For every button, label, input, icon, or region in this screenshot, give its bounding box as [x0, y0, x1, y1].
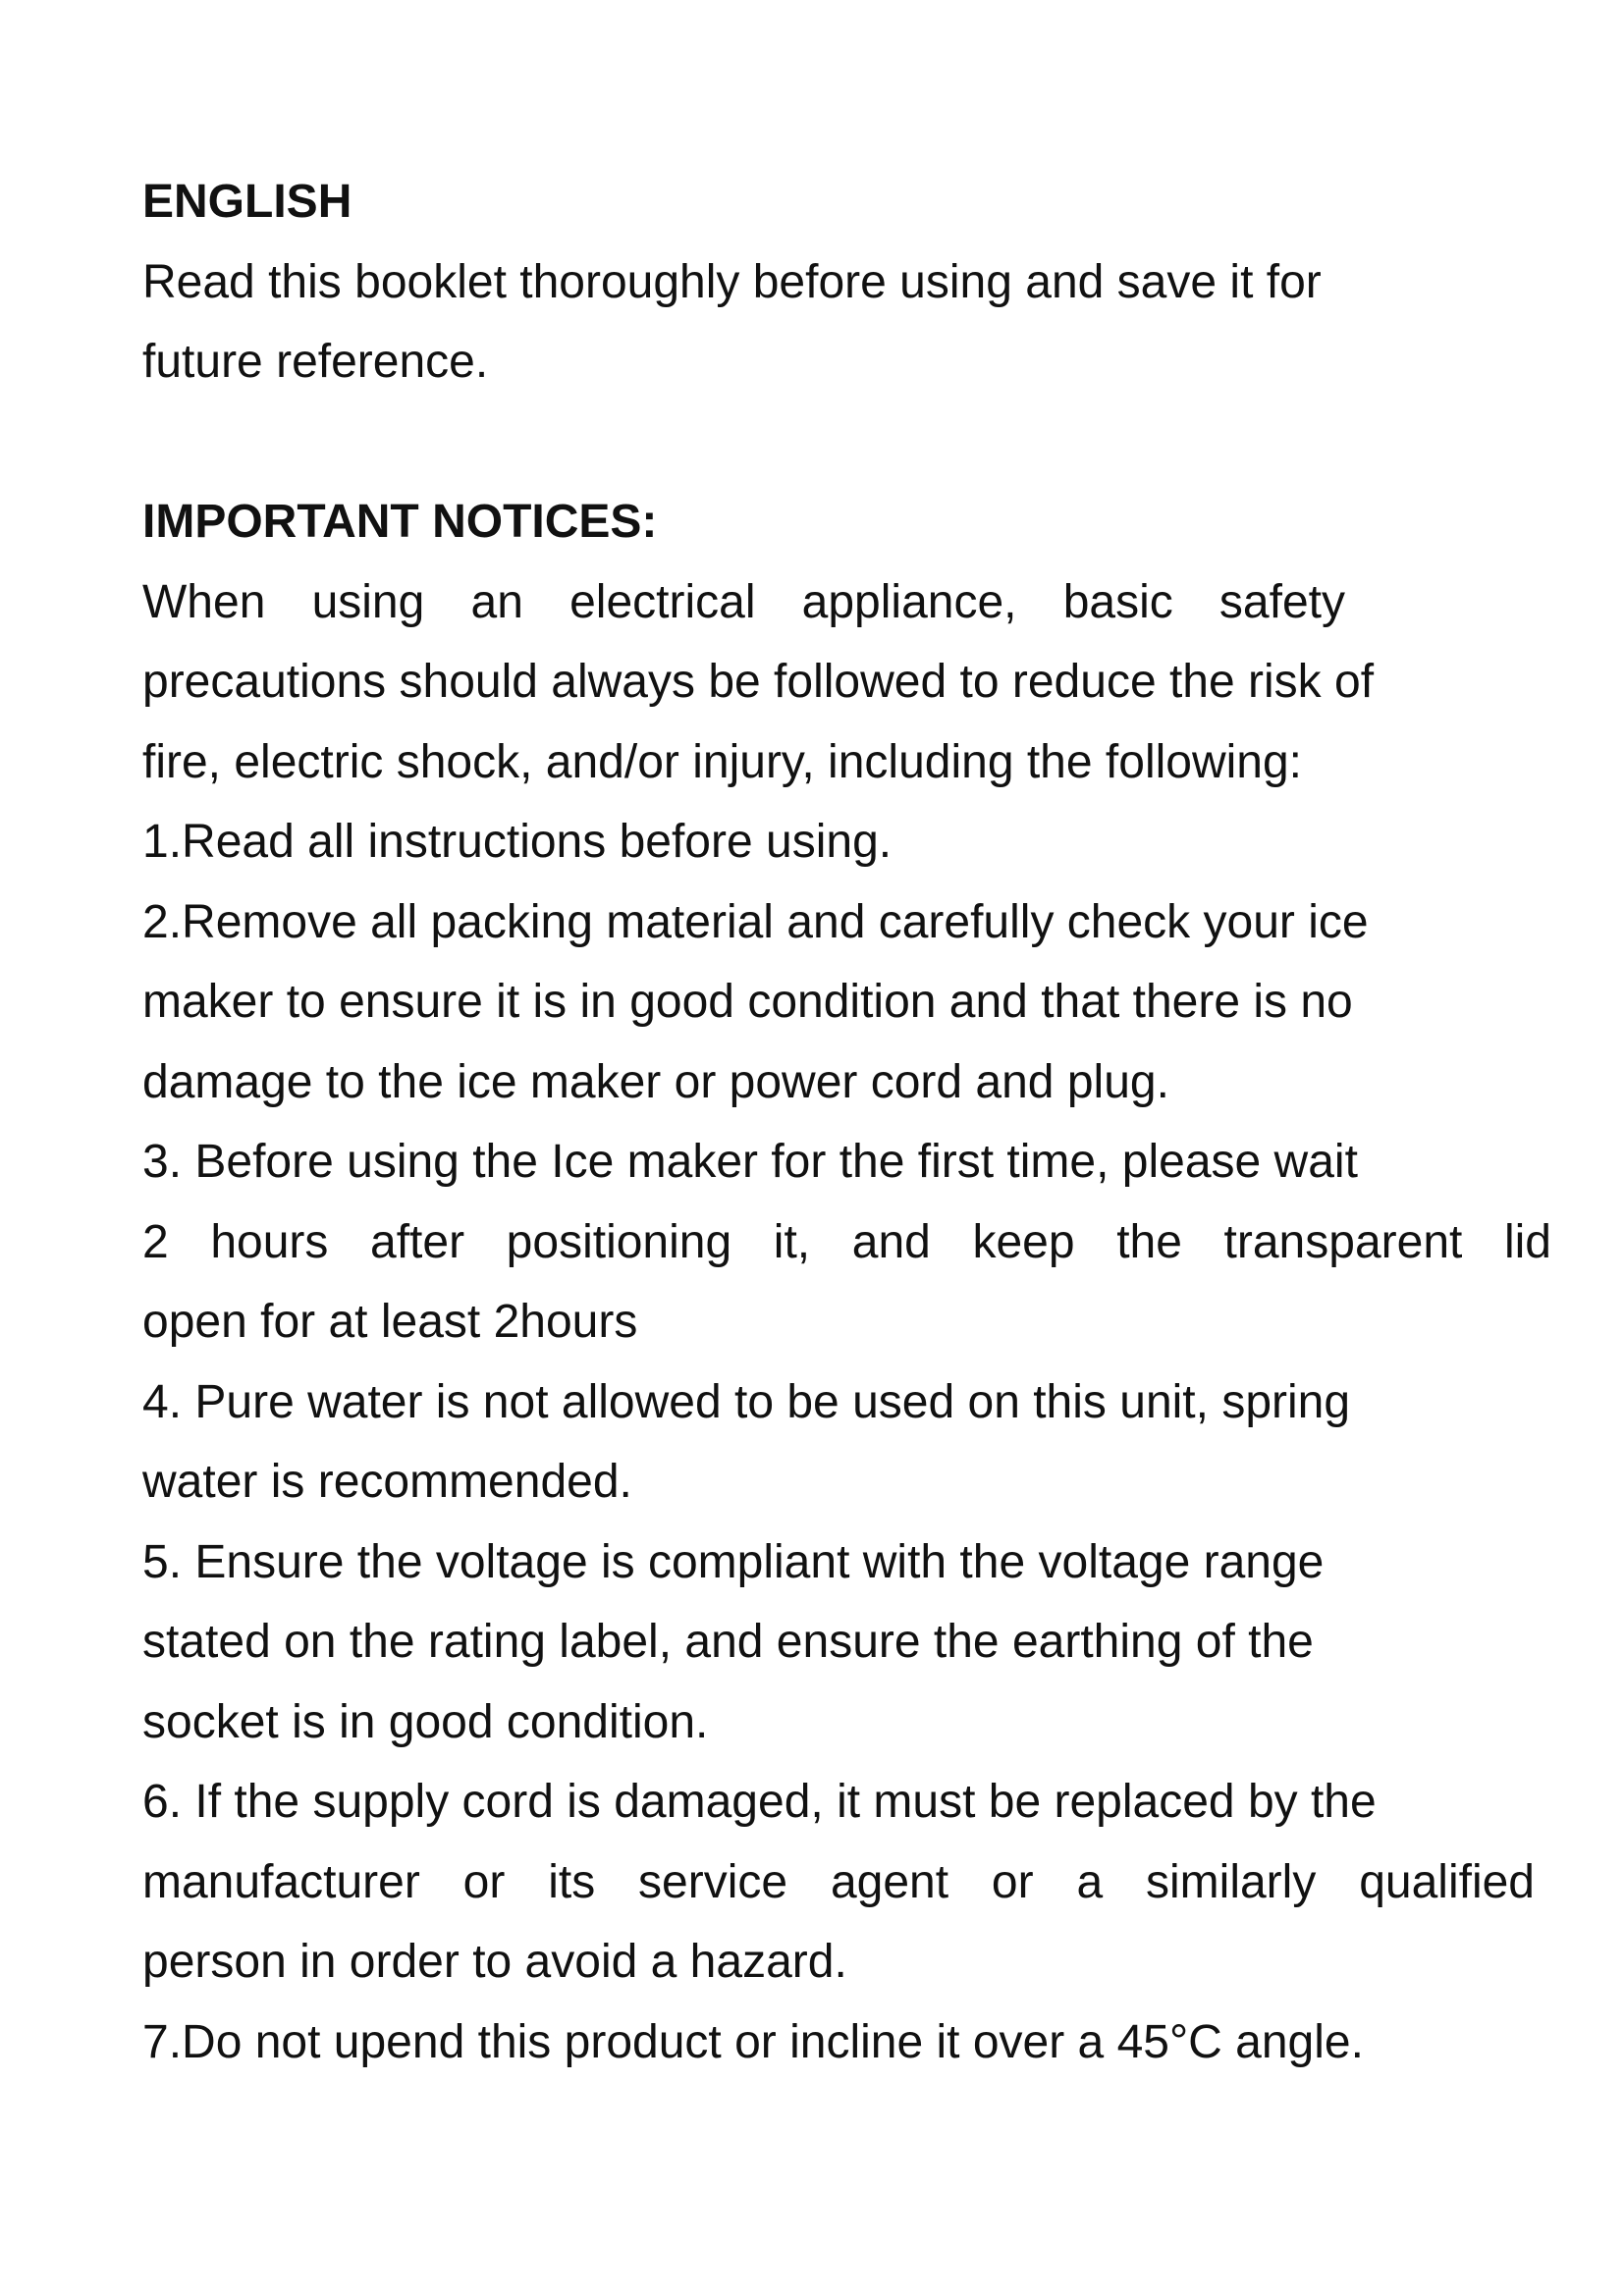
list-item-line: damage to the ice maker or power cord and plug.: [142, 1055, 1169, 1108]
intro-line: future reference.: [142, 336, 489, 388]
preamble-line: fire, electric shock, and/or injury, including the following:: [142, 735, 1303, 788]
list-item-line: person in order to avoid a hazard.: [142, 1936, 847, 1988]
list-item-line: 4. Pure water is not allowed to be used on this unit, spring: [142, 1375, 1351, 1428]
list-item-line: manufacturer or its service agent or a similarly qualified: [142, 1855, 1535, 1908]
list-item-line: 3. Before using the Ice maker for the first time, please wait: [142, 1136, 1358, 1188]
manual-page: [142, 162, 1556, 2082]
list-item: [142, 1362, 1556, 1522]
list-item-line: 2.Remove all packing material and carefully check your ice: [142, 895, 1369, 948]
list-item-line: socket is in good condition.: [142, 1695, 709, 1748]
list-item-line: open for at least 2hours: [142, 1296, 638, 1348]
preamble-line: When using an electrical appliance, basic safety: [142, 575, 1345, 628]
list-item-line: 6. If the supply cord is damaged, it must be replaced by the: [142, 1776, 1377, 1828]
list-item: [142, 1762, 1556, 2002]
list-item: [142, 1122, 1556, 1362]
intro-line: Read this booklet thoroughly before using and save it for: [142, 255, 1322, 308]
list-item-line: 5. Ensure the voltage is compliant with the voltage range: [142, 1535, 1325, 1588]
intro-paragraph: [142, 242, 1556, 402]
preamble-line: precautions should always be followed to reduce the risk of: [142, 656, 1375, 708]
notices-heading: IMPORTANT NOTICES:: [142, 496, 658, 548]
list-item: [142, 882, 1556, 1123]
list-item-line: stated on the rating label, and ensure the earthing of the: [142, 1616, 1314, 1668]
list-item-line: water is recommended.: [142, 1456, 632, 1508]
list-item: [142, 1522, 1556, 1763]
list-item-line: 2 hours after positioning it, and keep the transparent lid: [142, 1215, 1551, 1268]
list-item-line: 1.Read all instructions before using.: [142, 816, 893, 868]
list-item-line: 7.Do not upend this product or incline it over a 45°C angle.: [142, 2015, 1364, 2068]
list-item-line: maker to ensure it is in good condition and that there is no: [142, 976, 1353, 1028]
list-item: [142, 802, 1556, 882]
language-heading: ENGLISH: [142, 176, 352, 228]
notice-list: [142, 802, 1556, 2082]
preamble-paragraph: [142, 562, 1556, 803]
list-item: [142, 2002, 1556, 2083]
section-spacer: [142, 402, 1556, 483]
